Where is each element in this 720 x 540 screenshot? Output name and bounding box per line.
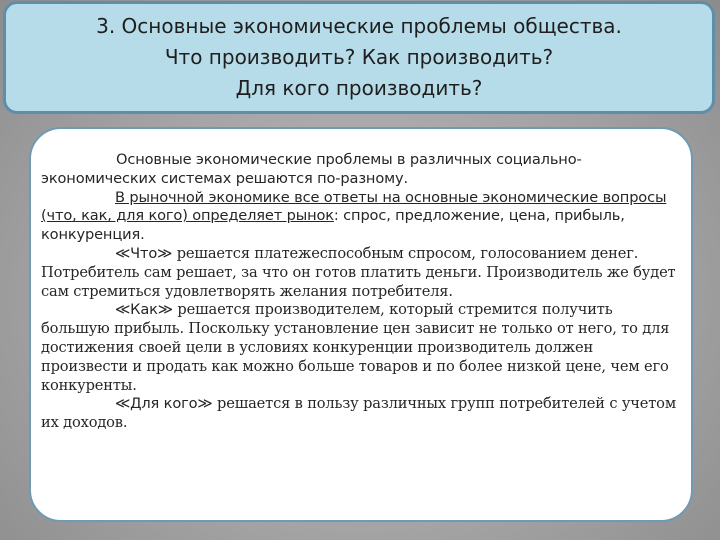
paragraph-market	[41, 189, 677, 245]
paragraph-intro: Основные экономические проблемы в различных социально-экономических системах решаются по-разному.	[41, 151, 582, 187]
what-answer-text: решается платежеспособным спросом, голосованием денег. Потребитель сам решает, за что он готов платить деньги. Производитель же будет сам стремиться удовлетворять желания потребителя.	[41, 244, 676, 300]
slide-title-line-2: Что производить? Как производить?	[164, 45, 554, 69]
slide-title-box	[3, 1, 715, 114]
question-what: ≪Что≫	[115, 244, 173, 262]
how-answer-text: решается производителем, который стремится получить большую прибыль. Поскольку установление цен зависит не только от него, то для достижения своей цели в условиях конкуренции производитель должен произвести и продать как можно больше товаров и по более низкой цене, чем его конкуренты.	[41, 301, 670, 394]
slide-title-line-3: Для кого производить?	[235, 76, 483, 100]
paragraph-what	[41, 245, 677, 301]
market-emphasis-text: В рыночной экономике все ответы на основные экономические вопросы (что, как, для кого) определяет рынок	[41, 188, 667, 225]
paragraph-for-whom	[41, 395, 677, 433]
slide-content-box	[29, 127, 693, 522]
paragraph-how	[41, 301, 677, 395]
slide-title-line-1: 3. Основные экономические проблемы общества.	[96, 14, 622, 38]
question-how: ≪Как≫	[115, 301, 173, 319]
for-whom-answer-text: решается в пользу различных групп потребителей с учетом их доходов.	[41, 395, 677, 432]
question-for-whom: ≪Для кого≫	[115, 395, 213, 413]
market-rest-text: : спрос, предложение, цена, прибыль, конкуренция.	[41, 207, 625, 244]
